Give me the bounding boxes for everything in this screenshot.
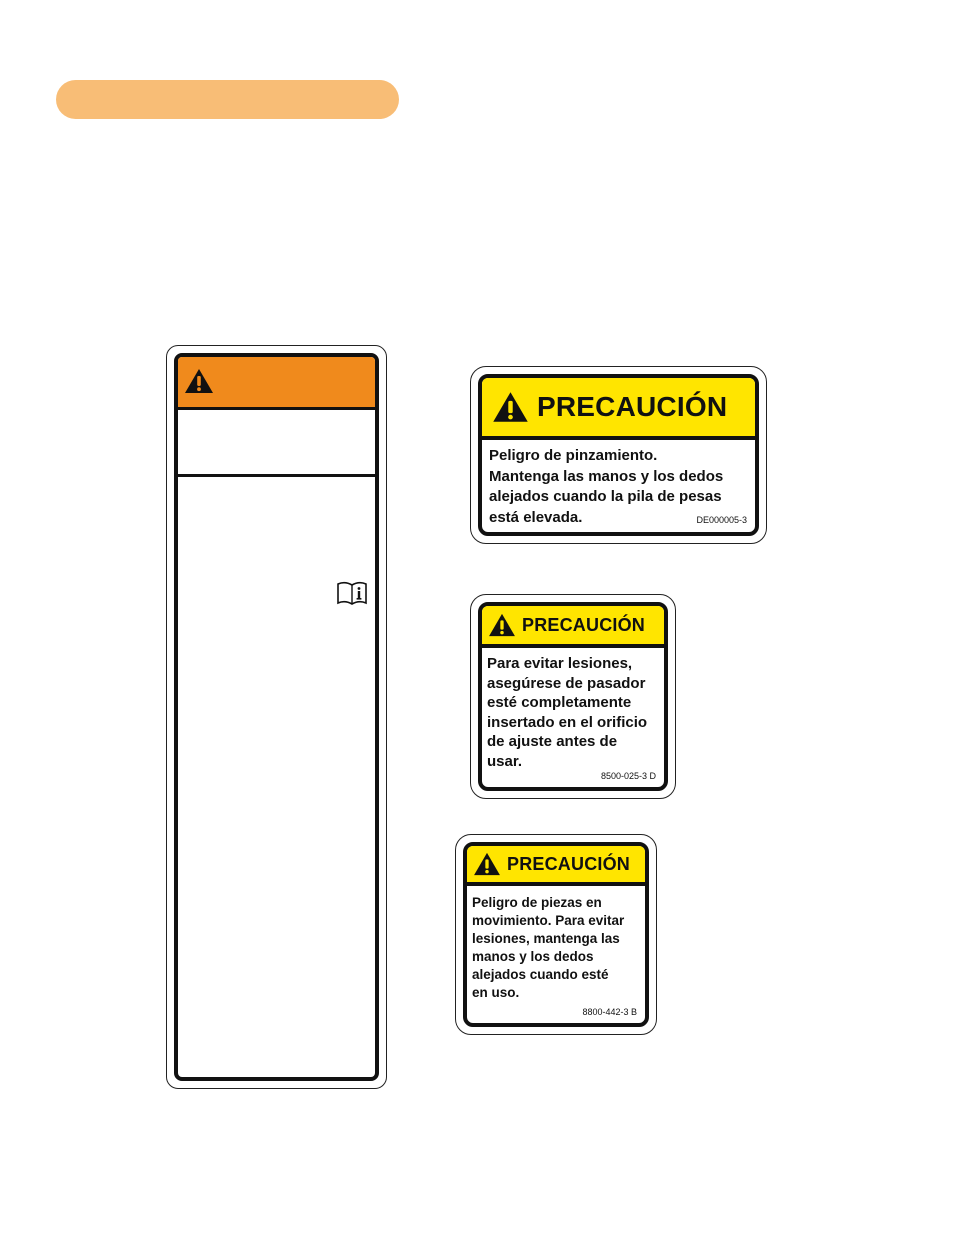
warning-label — [166, 345, 387, 1089]
warning-triangle-icon — [184, 368, 214, 394]
caution-title: PRECAUCIÓN — [507, 853, 631, 874]
caution-message — [467, 894, 645, 1003]
caution-line: alejados cuando esté — [472, 967, 609, 983]
caution-title: PRECAUCIÓN — [522, 614, 646, 635]
manual-info-icon — [336, 581, 368, 605]
warning-label-signal-band — [178, 410, 375, 477]
caution-line: lesiones, mantenga las — [472, 931, 620, 947]
caution-line: insertado en el orificio — [487, 713, 648, 731]
warning-label-header — [178, 357, 375, 410]
caution-line: Para evitar lesiones, — [487, 655, 633, 672]
caution-line: Peligro de pinzamiento. — [489, 447, 658, 464]
caution-title: PRECAUCIÓN — [537, 391, 728, 422]
caution-label-header — [467, 846, 645, 886]
caution-label-pin — [470, 594, 676, 799]
caution-label-pinch — [470, 366, 767, 544]
warning-label-frame — [174, 353, 379, 1081]
caution-line: Peligro de piezas en — [472, 895, 602, 910]
warning-triangle-icon — [492, 391, 529, 423]
caution-line: asegúrese de pasador — [487, 674, 646, 692]
caution-line: usar. — [487, 752, 523, 770]
label-part-code: 8500-025-3 D — [600, 771, 656, 781]
section-header-pill — [56, 80, 399, 119]
caution-label-frame — [478, 602, 668, 791]
caution-line: esté completamente — [487, 694, 632, 712]
caution-line: en uso. — [472, 985, 520, 1001]
label-part-code: DE000005-3 — [696, 515, 747, 525]
caution-label-frame — [463, 842, 649, 1027]
warning-triangle-icon — [488, 613, 516, 637]
caution-line: está elevada. — [489, 508, 583, 526]
caution-message — [482, 654, 664, 772]
caution-label-moving-parts — [455, 834, 657, 1035]
caution-line: Mantenga las manos y los dedos — [489, 467, 724, 485]
caution-line: movimiento. Para evitar — [472, 913, 625, 929]
caution-label-header — [482, 606, 664, 648]
caution-line: de ajuste antes de — [487, 733, 618, 751]
caution-line: alejados cuando la pila de pesas — [489, 488, 722, 505]
caution-line: manos y los dedos — [472, 949, 594, 965]
caution-label-header — [482, 378, 755, 440]
label-part-code: 8800-442-3 B — [582, 1007, 637, 1017]
warning-triangle-icon — [473, 852, 501, 876]
caution-label-frame — [478, 374, 759, 536]
